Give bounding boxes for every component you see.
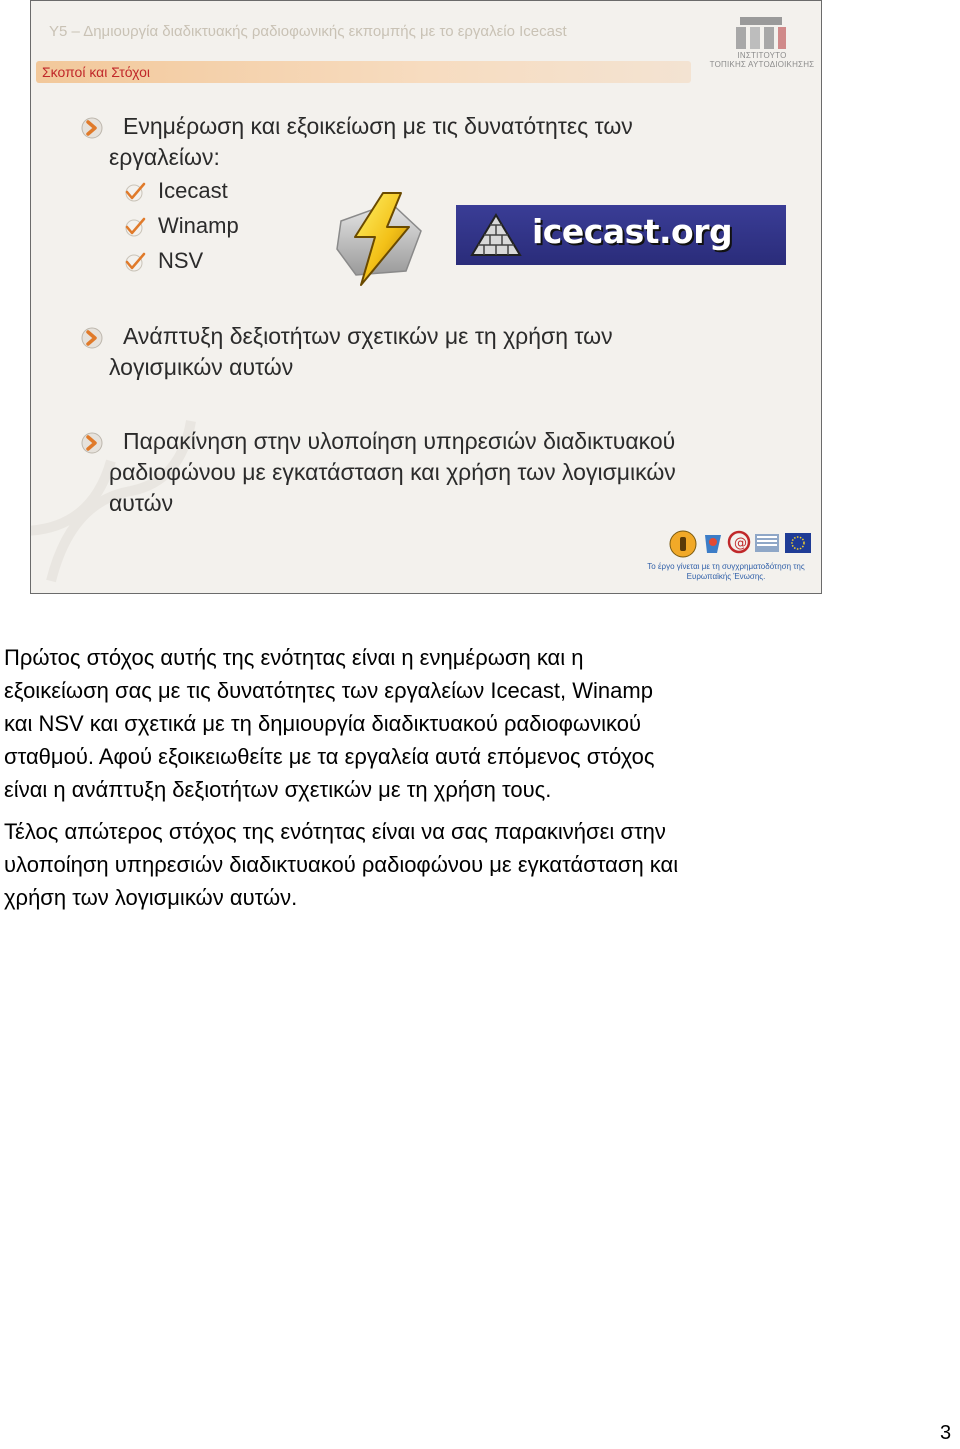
tool-item-nsv xyxy=(158,248,203,274)
winamp-logo-icon xyxy=(331,191,429,287)
paragraph-line: υλοποίηση υπηρεσιών διαδικτυακού ραδιοφώνου με εγκατάσταση και xyxy=(4,852,679,877)
bullet-line: ραδιοφώνου με εγκατάσταση και χρήση των λογισμικών xyxy=(109,459,676,485)
bullet-line: εργαλείων: xyxy=(109,144,220,170)
sponsor-logos-icon xyxy=(661,529,821,559)
tool-item-icecast xyxy=(158,178,228,204)
slide-image xyxy=(30,0,822,594)
tool-label: Icecast xyxy=(158,178,228,203)
institute-name-line1: ΙΝΣΤΙΤΟΥΤΟ xyxy=(737,51,787,60)
icecast-pyramid-icon xyxy=(470,213,522,257)
bullet-line: λογισμικών αυτών xyxy=(109,354,294,380)
bullet-line: Ενημέρωση και εξοικείωση με τις δυνατότητες των xyxy=(123,113,633,139)
svg-text:@: @ xyxy=(734,536,747,551)
bullet-line: Παρακίνηση στην υλοποίηση υπηρεσιών διαδικτυακού xyxy=(123,428,676,454)
tool-label: Winamp xyxy=(158,213,239,238)
page-number: 3 xyxy=(940,1422,952,1444)
section-header-bar xyxy=(36,61,691,83)
arrow-bullet-icon xyxy=(81,327,103,349)
paragraph-line: είναι η ανάπτυξη δεξιοτήτων σχετικών με τη χρήση τους. xyxy=(4,777,552,802)
icecast-logo xyxy=(456,205,786,265)
body-paragraph-1 xyxy=(4,641,904,806)
bullet-line: Ανάπτυξη δεξιοτήτων σχετικών με τη χρήση των xyxy=(123,323,613,349)
arrow-bullet-icon xyxy=(81,432,103,454)
objective-bullet-1 xyxy=(109,111,633,173)
section-label: Σκοποί και Στόχοι xyxy=(42,64,151,80)
paragraph-line: σταθμού. Αφού εξοικειωθείτε με τα εργαλεία αυτά επόμενος στόχος xyxy=(4,744,655,769)
paragraph-line: Πρώτος στόχος αυτής της ενότητας είναι η ενημέρωση και η xyxy=(4,645,584,670)
funding-logos xyxy=(631,529,821,589)
paragraph-line: χρήση των λογισμικών αυτών. xyxy=(4,885,298,910)
check-icon xyxy=(124,217,146,237)
paragraph-line: εξοικείωση σας με τις δυνατότητες των εργαλείων Icecast, Winamp xyxy=(4,678,653,703)
arrow-bullet-icon xyxy=(81,117,103,139)
tool-item-winamp xyxy=(158,213,239,239)
funding-caption-line1: Το έργο γίνεται με τη συγχρηματοδότηση της xyxy=(647,562,805,571)
institute-logo xyxy=(707,7,817,71)
body-paragraph-2 xyxy=(4,815,904,914)
objective-bullet-3 xyxy=(109,426,676,519)
institute-name-line2: ΤΟΠΙΚΗΣ ΑΥΤΟΔΙΟΙΚΗΣΗΣ xyxy=(709,60,815,69)
bullet-line: αυτών xyxy=(109,490,174,516)
course-title: Υ5 – Δημιουργία διαδικτυακής ραδιοφωνικής εκπομπής με το εργαλείο Icecast xyxy=(49,23,567,40)
institute-mark-icon xyxy=(734,15,788,51)
check-icon xyxy=(124,182,146,202)
paragraph-line: Τέλος απώτερος στόχος της ενότητας είναι να σας παρακινήσει στην xyxy=(4,819,666,844)
paragraph-line: και NSV και σχετικά με τη δημιουργία διαδικτυακού ραδιοφωνικού xyxy=(4,711,641,736)
check-icon xyxy=(124,252,146,272)
tool-label: NSV xyxy=(158,248,204,273)
objective-bullet-2 xyxy=(109,321,613,383)
icecast-logo-text: icecast.org xyxy=(532,212,733,251)
funding-caption-line2: Ευρωπαϊκής Ένωσης. xyxy=(686,572,766,581)
